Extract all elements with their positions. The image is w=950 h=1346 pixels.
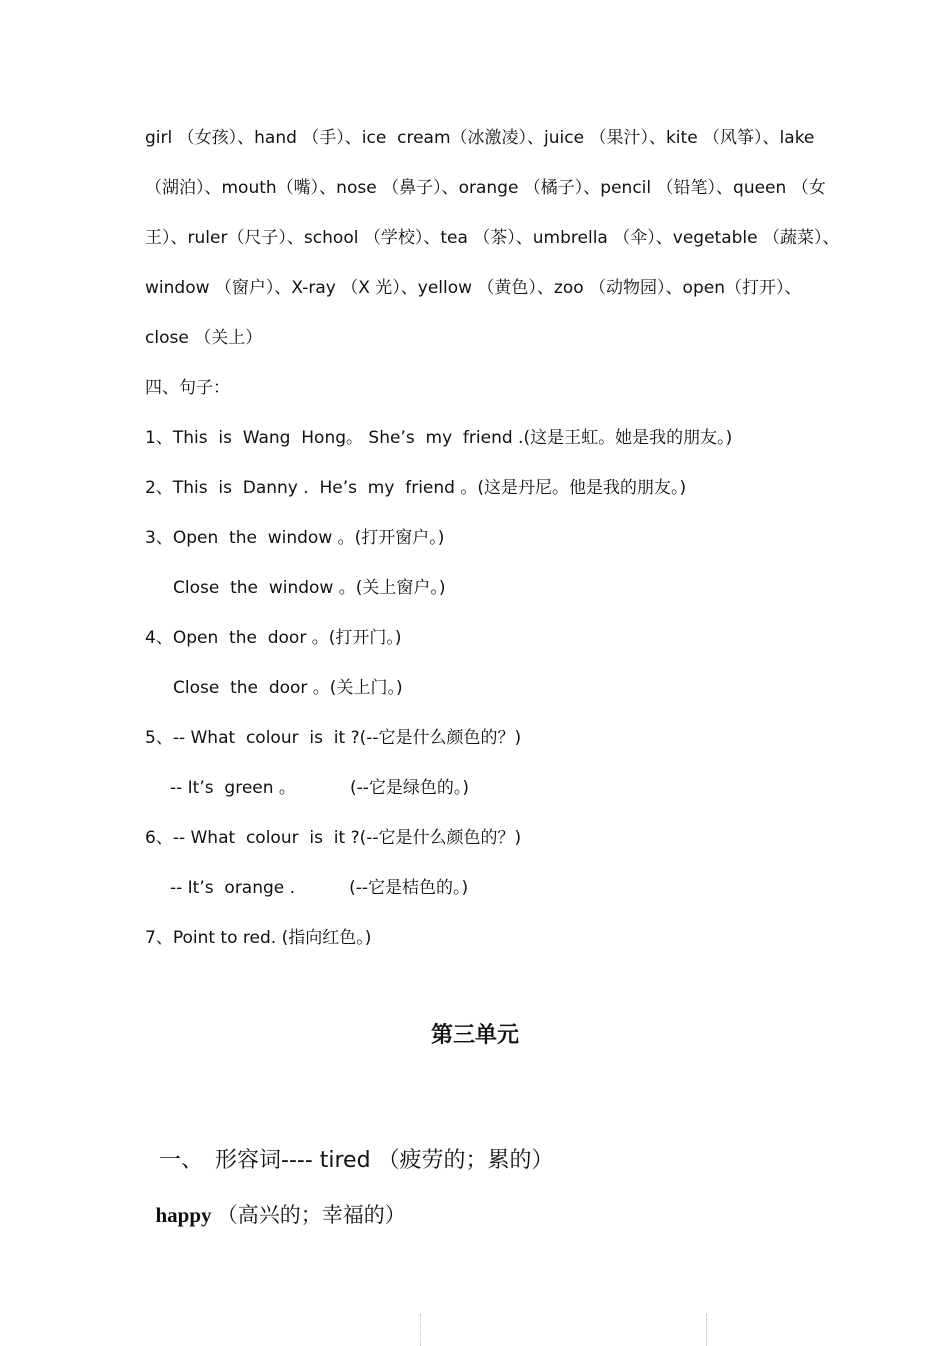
sentence-3b: Close the window 。(关上窗户。) <box>173 578 446 598</box>
sentences-heading: 四、句子： <box>145 378 230 398</box>
scan-artifact-left <box>420 1314 423 1346</box>
happy-line <box>145 1174 406 1229</box>
sentence-6b: -- It’s orange . (--它是桔色的。) <box>170 878 469 898</box>
vocab-line-1: girl （女孩）、hand （手）、ice cream（冰激凌）、juice （果汁）、kite （风筝）、lake <box>145 128 815 148</box>
section-one-number: 一、 <box>159 1148 204 1173</box>
happy-word: happy <box>155 1203 212 1227</box>
scan-artifact-right <box>706 1314 709 1346</box>
happy-meaning: （高兴的；幸福的） <box>211 1203 406 1227</box>
sentence-6: 6、-- What colour is it ?(--它是什么颜色的？) <box>145 828 522 848</box>
sentence-3: 3、Open the window 。(打开窗户。) <box>145 528 445 548</box>
sentence-5: 5、-- What colour is it ?(--它是什么颜色的？) <box>145 728 522 748</box>
section-one-text: 形容词---- tired （疲劳的；累的） <box>215 1148 554 1173</box>
vocab-line-3: 王）、ruler（尺子）、school （学校）、tea （茶）、umbrella （伞）、vegetable （蔬菜）、 <box>145 228 840 248</box>
unit-title: 第三单元 <box>430 1023 519 1048</box>
vocab-line-4: window （窗户）、X-ray （X 光）、yellow （黄色）、zoo （动物园）、open（打开）、 <box>145 278 802 298</box>
sentence-7: 7、Point to red. (指向红色。) <box>145 928 372 948</box>
section-one <box>145 1118 554 1174</box>
sentence-4: 4、Open the door 。(打开门。) <box>145 628 402 648</box>
vocab-line-5: close （关上） <box>145 328 263 348</box>
sentence-5b: -- It’s green 。 (--它是绿色的。) <box>170 778 469 798</box>
vocab-line-2: （湖泊）、mouth（嘴）、nose （鼻子）、orange （橘子）、pencil （铅笔）、queen （女 <box>145 178 826 198</box>
sentence-1: 1、This is Wang Hong。 She’s my friend .(这是王虹。她是我的朋友。) <box>145 428 733 448</box>
sentence-4b: Close the door 。(关上门。) <box>173 678 403 698</box>
sentence-2: 2、This is Danny . He’s my friend 。(这是丹尼。他是我的朋友。) <box>145 478 687 498</box>
